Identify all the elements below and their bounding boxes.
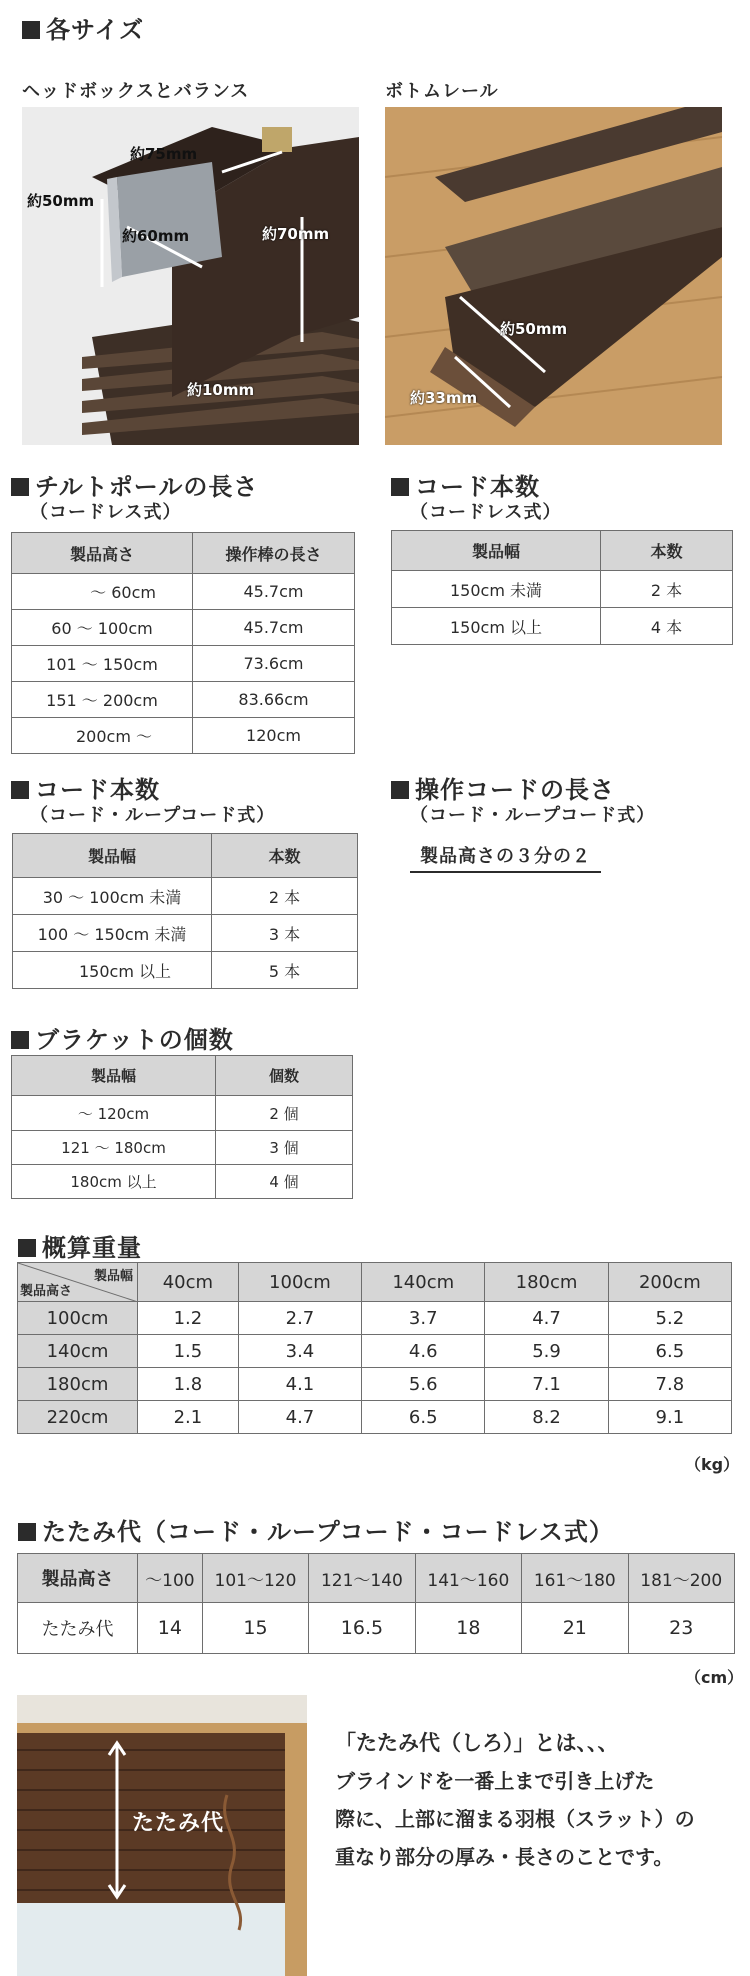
table-row: ～ 60cm 45.7cm (12, 574, 355, 610)
dim-33mm: 約33mm (410, 389, 478, 407)
headbox-caption: ヘッドボックスとバランス (22, 81, 250, 102)
table-row: 180cm 1.8 4.1 5.6 7.1 7.8 (18, 1368, 732, 1401)
weight-table (17, 1262, 732, 1434)
table-row: 121 ～ 180cm 3 個 (12, 1131, 353, 1165)
table-row: 200cm ～ 120cm (12, 718, 355, 754)
table-row: 180cm 以上 4 個 (12, 1165, 353, 1199)
weight-corner-cell (18, 1263, 138, 1302)
column-header: 180cm (485, 1263, 608, 1302)
table-header: 本数 (601, 531, 733, 571)
bottom-rail-photo (385, 107, 722, 445)
table-row: 150cm 以上 5 本 (13, 952, 358, 989)
table-row: 140cm 1.5 3.4 4.6 5.9 6.5 (18, 1335, 732, 1368)
table-header: 本数 (212, 834, 358, 878)
table-row: 150cm 以上 4 本 (392, 608, 733, 645)
table-row: 151 ～ 200cm 83.66cm (12, 682, 355, 718)
operation-cord-value: 製品高さの３分の２ (410, 842, 601, 873)
stack-unit: （cm） (685, 1668, 744, 1687)
stack-photo-label: たたみ代 (132, 1811, 225, 1836)
headbox-photo (22, 107, 359, 445)
square-bullet-icon (391, 781, 409, 799)
bottom-rail-caption: ボトムレール (385, 81, 499, 102)
cord-count-cordless-subtitle: （コードレス式） (410, 502, 562, 523)
column-header: 141～160 (415, 1554, 521, 1603)
tilt-pole-table (11, 532, 355, 754)
table-row: 60 ～ 100cm 45.7cm (12, 610, 355, 646)
table-row: 100 ～ 150cm 未満 3 本 (13, 915, 358, 952)
column-header: 101～120 (202, 1554, 308, 1603)
table-header: 製品幅 (12, 1056, 216, 1096)
explanation-line-4: 重なり部分の厚み・長さのことです。 (335, 1845, 674, 1869)
corner-top-label: 製品幅 (93, 1269, 133, 1284)
square-bullet-icon (22, 21, 40, 39)
dim-50mm-rail: 約50mm (500, 320, 568, 338)
stack-photo (17, 1695, 307, 1976)
dim-50mm: 約50mm (27, 192, 95, 210)
table-row: たたみ代 14 15 16.5 18 21 23 (18, 1603, 735, 1654)
table-header: 製品幅 (392, 531, 601, 571)
brackets-table (11, 1055, 353, 1199)
table-row: 30 ～ 100cm 未満 2 本 (13, 878, 358, 915)
dim-10mm: 約10mm (187, 381, 255, 399)
cord-count-cordless-heading: コード本数 (391, 467, 540, 502)
operation-cord-subtitle: （コード・ループコード式） (410, 805, 656, 826)
table-header: 操作棒の長さ (193, 533, 355, 574)
dim-70mm: 約70mm (262, 225, 330, 243)
column-header: 161～180 (522, 1554, 628, 1603)
column-header: 100cm (238, 1263, 361, 1302)
dim-75mm: 約75mm (130, 145, 198, 163)
cord-count-loop-table (12, 833, 358, 989)
stack-table (17, 1553, 735, 1654)
weight-unit: （kg） (685, 1455, 740, 1474)
square-bullet-icon (391, 478, 409, 496)
square-bullet-icon (18, 1239, 36, 1257)
column-header: 200cm (608, 1263, 731, 1302)
square-bullet-icon (11, 478, 29, 496)
corner-bottom-label: 製品高さ (20, 1284, 73, 1299)
operation-cord-heading: 操作コードの長さ (391, 770, 615, 805)
square-bullet-icon (11, 1031, 29, 1049)
square-bullet-icon (18, 1523, 36, 1541)
tilt-pole-heading: チルトポールの長さ (11, 467, 258, 502)
cord-count-loop-heading: コード本数 (11, 770, 160, 805)
table-row: 220cm 2.1 4.7 6.5 8.2 9.1 (18, 1401, 732, 1434)
column-header: 121～140 (309, 1554, 415, 1603)
explanation-line-2: ブラインドを一番上まで引き上げた (335, 1769, 655, 1793)
brackets-heading: ブラケットの個数 (11, 1020, 234, 1055)
table-header: 製品幅 (13, 834, 212, 878)
column-header: 140cm (362, 1263, 485, 1302)
column-header: 40cm (138, 1263, 239, 1302)
square-bullet-icon (11, 781, 29, 799)
table-row: 100cm 1.2 2.7 3.7 4.7 5.2 (18, 1302, 732, 1335)
column-header: ～100 (138, 1554, 203, 1603)
stack-heading: たたみ代（コード・ループコード・コードレス式） (18, 1512, 614, 1547)
table-row: ～ 120cm 2 個 (12, 1096, 353, 1131)
page-title: 各サイズ (22, 10, 144, 45)
tilt-pole-subtitle: （コードレス式） (30, 502, 182, 523)
column-header: 181～200 (628, 1554, 734, 1603)
row-header: 製品高さ (18, 1554, 138, 1603)
explanation-line-1: 「たたみ代（しろ）」とは、、、 (335, 1731, 619, 1755)
weight-heading: 概算重量 (18, 1228, 142, 1263)
table-row: 101 ～ 150cm 73.6cm (12, 646, 355, 682)
cord-count-loop-subtitle: （コード・ループコード式） (30, 805, 276, 826)
cord-count-cordless-table (391, 530, 733, 645)
table-row: 150cm 未満 2 本 (392, 571, 733, 608)
table-header: 個数 (216, 1056, 353, 1096)
dim-60mm: 約60mm (122, 227, 190, 245)
explanation-line-3: 際に、上部に溜まる羽根（スラット）の (335, 1807, 695, 1831)
table-header: 製品高さ (12, 533, 193, 574)
